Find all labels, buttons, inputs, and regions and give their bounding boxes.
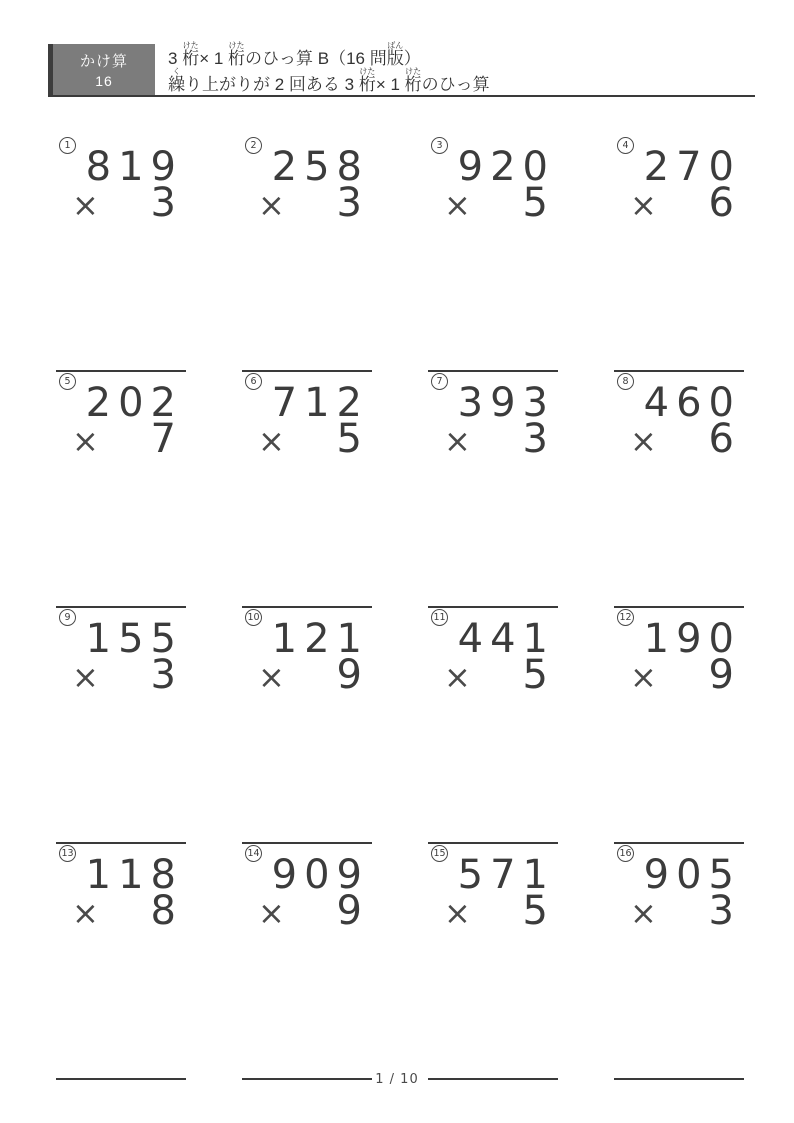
multiplier-row <box>56 416 186 462</box>
multiplicand: 155 <box>85 616 183 662</box>
multiplier: 6 <box>708 416 734 462</box>
multiplier: 3 <box>150 180 176 226</box>
multiplier: 6 <box>708 180 734 226</box>
multiplier-row <box>614 888 744 934</box>
multiply-icon: × <box>258 894 285 932</box>
multiplication-problem <box>56 374 186 608</box>
multiplier-row <box>614 416 744 462</box>
problem-number-badge: 13 <box>59 845 76 862</box>
multiply-icon: × <box>630 658 657 696</box>
multiply-icon: × <box>630 186 657 224</box>
multiply-icon: × <box>258 422 285 460</box>
multiplier-row <box>242 652 372 698</box>
page-indicator: 1 / 10 <box>375 1072 419 1087</box>
multiply-icon: × <box>72 894 99 932</box>
multiplier: 9 <box>336 888 362 934</box>
problem-number-badge: 15 <box>431 845 448 862</box>
multiply-icon: × <box>630 894 657 932</box>
multiplier: 7 <box>150 416 176 462</box>
multiplicand: 393 <box>457 380 555 426</box>
multiply-icon: × <box>258 186 285 224</box>
category-label: かけ算 <box>79 53 128 70</box>
multiplier-row <box>614 180 744 226</box>
multiplication-problem <box>614 374 744 608</box>
multiplicand: 571 <box>457 852 555 898</box>
multiplier-row <box>428 416 558 462</box>
problem-number-badge: 5 <box>59 373 76 390</box>
multiplier: 8 <box>150 888 176 934</box>
worksheet-subtitle: 繰くり上がりが 2 回ある 3 桁けた× 1 桁けたのひっ算 <box>168 67 490 94</box>
multiplicand: 190 <box>643 616 741 662</box>
multiplicand: 712 <box>271 380 369 426</box>
problem-number-badge: 2 <box>245 137 262 154</box>
category-box <box>48 44 155 95</box>
multiplier: 5 <box>336 416 362 462</box>
multiplication-problem <box>614 138 744 372</box>
problem-number-badge: 9 <box>59 609 76 626</box>
problem-number-badge: 4 <box>617 137 634 154</box>
multiplication-problem <box>428 138 558 372</box>
multiply-icon: × <box>444 422 471 460</box>
worksheet-header <box>48 41 755 97</box>
multiplier-row <box>242 180 372 226</box>
multiply-icon: × <box>72 422 99 460</box>
worksheet-title: 3 桁けた× 1 桁けたのひっ算 B（16 問版ばん） <box>168 41 421 68</box>
multiplier-row <box>428 180 558 226</box>
multiplier: 5 <box>522 888 548 934</box>
multiplier-row <box>428 652 558 698</box>
multiplicand: 202 <box>85 380 183 426</box>
multiply-icon: × <box>444 186 471 224</box>
problem-number-badge: 11 <box>431 609 448 626</box>
multiplication-problem <box>56 138 186 372</box>
multiplicand: 270 <box>643 144 741 190</box>
multiply-icon: × <box>258 658 285 696</box>
multiplicand: 920 <box>457 144 555 190</box>
problem-number-badge: 3 <box>431 137 448 154</box>
problem-number-badge: 16 <box>617 845 634 862</box>
multiplication-problem <box>56 846 186 1080</box>
multiplier: 5 <box>522 652 548 698</box>
problem-number-badge: 7 <box>431 373 448 390</box>
problem-number-badge: 14 <box>245 845 262 862</box>
multiply-icon: × <box>444 894 471 932</box>
multiplier: 3 <box>522 416 548 462</box>
multiplication-problem <box>614 846 744 1080</box>
problem-number-badge: 8 <box>617 373 634 390</box>
multiplier: 9 <box>708 652 734 698</box>
title-block <box>168 41 490 95</box>
multiplier-row <box>56 652 186 698</box>
multiplicand: 118 <box>85 852 183 898</box>
multiplier: 9 <box>336 652 362 698</box>
multiplier-row <box>242 416 372 462</box>
multiplicand: 460 <box>643 380 741 426</box>
multiplier-row <box>614 652 744 698</box>
multiplier: 3 <box>708 888 734 934</box>
multiplicand: 258 <box>271 144 369 190</box>
multiplication-problem <box>242 374 372 608</box>
multiply-icon: × <box>630 422 657 460</box>
problem-number-badge: 12 <box>617 609 634 626</box>
multiplication-problem <box>428 846 558 1080</box>
multiplicand: 819 <box>85 144 183 190</box>
multiplicand: 905 <box>643 852 741 898</box>
worksheet-number: 16 <box>95 73 113 89</box>
multiply-icon: × <box>72 186 99 224</box>
multiplication-problem <box>242 610 372 844</box>
multiplier: 3 <box>336 180 362 226</box>
multiplier-row <box>56 888 186 934</box>
multiply-icon: × <box>444 658 471 696</box>
worksheet-footer <box>0 1072 794 1087</box>
multiplicand: 121 <box>271 616 369 662</box>
multiplier: 5 <box>522 180 548 226</box>
multiplication-problem <box>428 610 558 844</box>
multiplicand: 909 <box>271 852 369 898</box>
multiplication-problem <box>242 138 372 372</box>
multiplication-problem <box>56 610 186 844</box>
problem-number-badge: 10 <box>245 609 262 626</box>
multiplier-row <box>428 888 558 934</box>
problem-number-badge: 1 <box>59 137 76 154</box>
multiply-icon: × <box>72 658 99 696</box>
multiplier: 3 <box>150 652 176 698</box>
problem-number-badge: 6 <box>245 373 262 390</box>
multiplicand: 441 <box>457 616 555 662</box>
multiplication-problem <box>242 846 372 1080</box>
multiplication-problem <box>428 374 558 608</box>
multiplier-row <box>242 888 372 934</box>
multiplication-problem <box>614 610 744 844</box>
problems-grid <box>56 136 794 1080</box>
multiplier-row <box>56 180 186 226</box>
